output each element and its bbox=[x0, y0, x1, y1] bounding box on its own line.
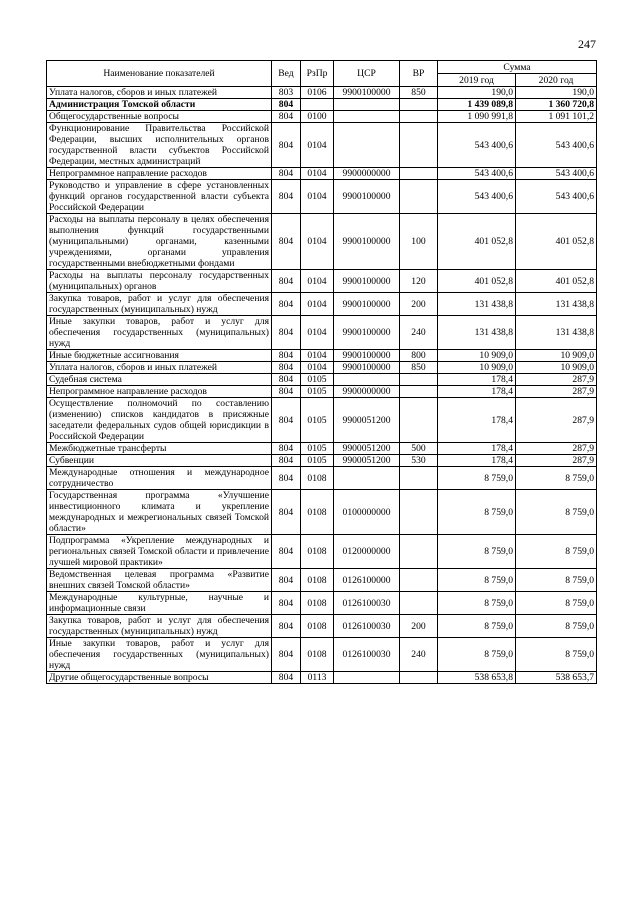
cell-name: Общегосударственные вопросы bbox=[47, 111, 272, 123]
cell-vr: 850 bbox=[400, 87, 438, 99]
col-header-2019: 2019 год bbox=[438, 74, 516, 87]
cell-name: Уплата налогов, сборов и иных платежей bbox=[47, 87, 272, 99]
cell-2019: 1 439 089,8 bbox=[438, 99, 516, 111]
cell-2019: 131 438,8 bbox=[438, 293, 516, 316]
page-number: 247 bbox=[578, 37, 596, 51]
cell-ved: 804 bbox=[272, 168, 301, 180]
cell-rzpr: 0105 bbox=[301, 398, 334, 443]
cell-rzpr: 0113 bbox=[301, 672, 334, 684]
col-header-vr: ВР bbox=[400, 61, 438, 87]
cell-name: Осуществление полномочий по составлению (изменению) списков кандидатов в присяжные заседатели федеральных судов общей юрисдикции в Российской Федерации bbox=[47, 398, 272, 443]
cell-2019: 401 052,8 bbox=[438, 270, 516, 293]
cell-2020: 287,9 bbox=[516, 455, 597, 467]
cell-2019: 8 759,0 bbox=[438, 592, 516, 615]
table-row bbox=[47, 293, 597, 316]
cell-vr: 100 bbox=[400, 214, 438, 270]
cell-rzpr: 0104 bbox=[301, 180, 334, 214]
cell-rzpr: 0105 bbox=[301, 386, 334, 398]
cell-2019: 178,4 bbox=[438, 455, 516, 467]
cell-vr: 120 bbox=[400, 270, 438, 293]
cell-name: Непрограммное направление расходов bbox=[47, 168, 272, 180]
cell-ved: 804 bbox=[272, 672, 301, 684]
table-row bbox=[47, 490, 597, 535]
cell-vr: 240 bbox=[400, 638, 438, 672]
table-row bbox=[47, 316, 597, 350]
cell-2019: 8 759,0 bbox=[438, 535, 516, 569]
cell-ved: 804 bbox=[272, 569, 301, 592]
cell-vr: 800 bbox=[400, 350, 438, 362]
cell-2019: 8 759,0 bbox=[438, 638, 516, 672]
cell-name: Субвенции bbox=[47, 455, 272, 467]
cell-2020: 8 759,0 bbox=[516, 490, 597, 535]
cell-2020: 131 438,8 bbox=[516, 316, 597, 350]
cell-rzpr: 0100 bbox=[301, 111, 334, 123]
cell-vr bbox=[400, 99, 438, 111]
cell-rzpr: 0104 bbox=[301, 214, 334, 270]
cell-name: Закупка товаров, работ и услуг для обеспечения государственных (муниципальных) нужд bbox=[47, 293, 272, 316]
col-header-rzpr: РзПр bbox=[301, 61, 334, 87]
cell-name: Иные бюджетные ассигнования bbox=[47, 350, 272, 362]
cell-2020: 287,9 bbox=[516, 386, 597, 398]
cell-2019: 8 759,0 bbox=[438, 467, 516, 490]
cell-ved: 804 bbox=[272, 214, 301, 270]
cell-vr bbox=[400, 123, 438, 168]
cell-2020: 287,9 bbox=[516, 398, 597, 443]
cell-ved: 804 bbox=[272, 374, 301, 386]
cell-vr bbox=[400, 592, 438, 615]
table-row bbox=[47, 374, 597, 386]
cell-rzpr: 0104 bbox=[301, 293, 334, 316]
cell-csr bbox=[334, 99, 400, 111]
cell-csr: 9900100000 bbox=[334, 87, 400, 99]
cell-vr bbox=[400, 569, 438, 592]
table-row bbox=[47, 123, 597, 168]
cell-name: Иные закупки товаров, работ и услуг для обеспечения государственных (муниципальных) нужд bbox=[47, 316, 272, 350]
cell-rzpr: 0105 bbox=[301, 443, 334, 455]
cell-rzpr: 0105 bbox=[301, 374, 334, 386]
table-row bbox=[47, 386, 597, 398]
cell-ved: 804 bbox=[272, 443, 301, 455]
cell-name: Межбюджетные трансферты bbox=[47, 443, 272, 455]
cell-csr: 9900051200 bbox=[334, 455, 400, 467]
table-row bbox=[47, 270, 597, 293]
cell-csr: 9900051200 bbox=[334, 398, 400, 443]
cell-name: Государственная программа «Улучшение инвестиционного климата и укрепление международных и межрегиональных связей Томской области» bbox=[47, 490, 272, 535]
cell-2019: 178,4 bbox=[438, 374, 516, 386]
cell-2019: 178,4 bbox=[438, 386, 516, 398]
cell-2020: 8 759,0 bbox=[516, 615, 597, 638]
cell-csr: 0126100030 bbox=[334, 615, 400, 638]
cell-ved: 804 bbox=[272, 490, 301, 535]
cell-2020: 287,9 bbox=[516, 374, 597, 386]
cell-csr bbox=[334, 111, 400, 123]
cell-csr: 0126100030 bbox=[334, 638, 400, 672]
cell-ved: 804 bbox=[272, 467, 301, 490]
cell-csr: 9900000000 bbox=[334, 386, 400, 398]
cell-2020: 8 759,0 bbox=[516, 467, 597, 490]
cell-vr: 200 bbox=[400, 293, 438, 316]
cell-2019: 543 400,6 bbox=[438, 123, 516, 168]
table-row bbox=[47, 111, 597, 123]
cell-ved: 804 bbox=[272, 270, 301, 293]
cell-rzpr: 0104 bbox=[301, 316, 334, 350]
cell-rzpr: 0108 bbox=[301, 490, 334, 535]
cell-2020: 1 360 720,8 bbox=[516, 99, 597, 111]
table-row bbox=[47, 615, 597, 638]
table-row bbox=[47, 443, 597, 455]
cell-ved: 804 bbox=[272, 592, 301, 615]
table-body bbox=[47, 87, 597, 684]
cell-csr: 0126100030 bbox=[334, 592, 400, 615]
cell-2020: 538 653,7 bbox=[516, 672, 597, 684]
cell-vr: 850 bbox=[400, 362, 438, 374]
cell-rzpr: 0104 bbox=[301, 362, 334, 374]
table-row bbox=[47, 87, 597, 99]
cell-name: Расходы на выплаты персоналу в целях обеспечения выполнения функций государственными (муниципальными) органами, казенными учреждениями, органами управления государственными внебюджетными фондами bbox=[47, 214, 272, 270]
cell-csr: 0100000000 bbox=[334, 490, 400, 535]
cell-2020: 8 759,0 bbox=[516, 535, 597, 569]
cell-csr: 9900100000 bbox=[334, 214, 400, 270]
cell-2020: 543 400,6 bbox=[516, 180, 597, 214]
cell-name: Закупка товаров, работ и услуг для обеспечения государственных (муниципальных) нужд bbox=[47, 615, 272, 638]
cell-vr bbox=[400, 398, 438, 443]
table-row bbox=[47, 398, 597, 443]
cell-name: Подпрограмма «Укрепление международных и региональных связей Томской области и привлечение лучшей мировой практики» bbox=[47, 535, 272, 569]
cell-csr: 9900100000 bbox=[334, 293, 400, 316]
table-row bbox=[47, 214, 597, 270]
cell-2019: 178,4 bbox=[438, 398, 516, 443]
cell-ved: 804 bbox=[272, 362, 301, 374]
cell-csr: 9900100000 bbox=[334, 350, 400, 362]
cell-2019: 543 400,6 bbox=[438, 180, 516, 214]
cell-name: Администрация Томской области bbox=[47, 99, 272, 111]
table-row bbox=[47, 99, 597, 111]
cell-2019: 8 759,0 bbox=[438, 615, 516, 638]
cell-2020: 190,0 bbox=[516, 87, 597, 99]
cell-2020: 10 909,0 bbox=[516, 350, 597, 362]
cell-csr: 9900100000 bbox=[334, 362, 400, 374]
cell-vr bbox=[400, 672, 438, 684]
cell-ved: 804 bbox=[272, 386, 301, 398]
col-header-name: Наименование показателей bbox=[47, 61, 272, 87]
cell-csr bbox=[334, 123, 400, 168]
cell-2020: 287,9 bbox=[516, 443, 597, 455]
cell-2020: 543 400,6 bbox=[516, 168, 597, 180]
cell-rzpr: 0104 bbox=[301, 270, 334, 293]
cell-name: Другие общегосударственные вопросы bbox=[47, 672, 272, 684]
table-header bbox=[47, 61, 597, 87]
cell-2020: 8 759,0 bbox=[516, 592, 597, 615]
table-row bbox=[47, 672, 597, 684]
cell-csr bbox=[334, 467, 400, 490]
cell-2019: 178,4 bbox=[438, 443, 516, 455]
cell-vr bbox=[400, 180, 438, 214]
cell-ved: 804 bbox=[272, 123, 301, 168]
table-row bbox=[47, 455, 597, 467]
cell-csr bbox=[334, 672, 400, 684]
cell-vr bbox=[400, 374, 438, 386]
cell-name: Судебная система bbox=[47, 374, 272, 386]
cell-rzpr: 0108 bbox=[301, 592, 334, 615]
cell-vr: 200 bbox=[400, 615, 438, 638]
table-row bbox=[47, 467, 597, 490]
cell-2020: 10 909,0 bbox=[516, 362, 597, 374]
cell-ved: 804 bbox=[272, 350, 301, 362]
cell-name: Непрограммное направление расходов bbox=[47, 386, 272, 398]
cell-ved: 804 bbox=[272, 615, 301, 638]
cell-2019: 190,0 bbox=[438, 87, 516, 99]
cell-ved: 804 bbox=[272, 293, 301, 316]
cell-rzpr: 0108 bbox=[301, 615, 334, 638]
cell-vr bbox=[400, 467, 438, 490]
cell-ved: 804 bbox=[272, 535, 301, 569]
cell-rzpr bbox=[301, 99, 334, 111]
cell-rzpr: 0108 bbox=[301, 638, 334, 672]
cell-2019: 8 759,0 bbox=[438, 490, 516, 535]
cell-2020: 131 438,8 bbox=[516, 293, 597, 316]
cell-rzpr: 0108 bbox=[301, 467, 334, 490]
cell-vr bbox=[400, 490, 438, 535]
cell-2019: 8 759,0 bbox=[438, 569, 516, 592]
cell-name: Иные закупки товаров, работ и услуг для обеспечения государственных (муниципальных) нужд bbox=[47, 638, 272, 672]
table-row bbox=[47, 350, 597, 362]
cell-ved: 804 bbox=[272, 180, 301, 214]
table-row bbox=[47, 180, 597, 214]
cell-vr: 530 bbox=[400, 455, 438, 467]
cell-csr: 9900100000 bbox=[334, 316, 400, 350]
cell-2020: 1 091 101,2 bbox=[516, 111, 597, 123]
cell-2020: 401 052,8 bbox=[516, 270, 597, 293]
cell-vr: 240 bbox=[400, 316, 438, 350]
cell-name: Международные отношения и международное сотрудничество bbox=[47, 467, 272, 490]
cell-2019: 10 909,0 bbox=[438, 362, 516, 374]
table-row bbox=[47, 535, 597, 569]
cell-2019: 1 090 991,8 bbox=[438, 111, 516, 123]
cell-ved: 804 bbox=[272, 316, 301, 350]
col-header-2020: 2020 год bbox=[516, 74, 597, 87]
table-row bbox=[47, 569, 597, 592]
cell-name: Расходы на выплаты персоналу государственных (муниципальных) органов bbox=[47, 270, 272, 293]
cell-rzpr: 0106 bbox=[301, 87, 334, 99]
cell-csr: 9900100000 bbox=[334, 180, 400, 214]
cell-rzpr: 0104 bbox=[301, 350, 334, 362]
cell-2019: 131 438,8 bbox=[438, 316, 516, 350]
cell-rzpr: 0104 bbox=[301, 123, 334, 168]
cell-rzpr: 0104 bbox=[301, 168, 334, 180]
cell-name: Функционирование Правительства Российской Федерации, высших исполнительных органов государственной власти субъектов Российской Федерации, местных администраций bbox=[47, 123, 272, 168]
table-row bbox=[47, 592, 597, 615]
cell-name: Уплата налогов, сборов и иных платежей bbox=[47, 362, 272, 374]
col-header-csr: ЦСР bbox=[334, 61, 400, 87]
cell-ved: 804 bbox=[272, 111, 301, 123]
cell-2019: 543 400,6 bbox=[438, 168, 516, 180]
cell-name: Международные культурные, научные и информационные связи bbox=[47, 592, 272, 615]
cell-ved: 803 bbox=[272, 87, 301, 99]
table-row bbox=[47, 362, 597, 374]
cell-vr bbox=[400, 168, 438, 180]
cell-name: Руководство и управление в сфере установленных функций органов государственной власти субъекта Российской Федерации bbox=[47, 180, 272, 214]
cell-vr: 500 bbox=[400, 443, 438, 455]
col-header-sum: Сумма bbox=[438, 61, 597, 74]
cell-ved: 804 bbox=[272, 455, 301, 467]
cell-name: Ведомственная целевая программа «Развитие внешних связей Томской области» bbox=[47, 569, 272, 592]
cell-vr bbox=[400, 386, 438, 398]
table-row bbox=[47, 638, 597, 672]
table-row bbox=[47, 168, 597, 180]
budget-table bbox=[46, 60, 597, 684]
cell-csr: 0126100000 bbox=[334, 569, 400, 592]
cell-csr: 0120000000 bbox=[334, 535, 400, 569]
cell-rzpr: 0108 bbox=[301, 535, 334, 569]
cell-csr: 9900100000 bbox=[334, 270, 400, 293]
cell-csr: 9900000000 bbox=[334, 168, 400, 180]
cell-2020: 8 759,0 bbox=[516, 638, 597, 672]
cell-2019: 10 909,0 bbox=[438, 350, 516, 362]
cell-2019: 538 653,8 bbox=[438, 672, 516, 684]
cell-csr bbox=[334, 374, 400, 386]
cell-ved: 804 bbox=[272, 99, 301, 111]
col-header-ved: Вед bbox=[272, 61, 301, 87]
cell-rzpr: 0105 bbox=[301, 455, 334, 467]
cell-ved: 804 bbox=[272, 398, 301, 443]
cell-vr bbox=[400, 111, 438, 123]
cell-2019: 401 052,8 bbox=[438, 214, 516, 270]
cell-2020: 8 759,0 bbox=[516, 569, 597, 592]
cell-vr bbox=[400, 535, 438, 569]
cell-csr: 9900051200 bbox=[334, 443, 400, 455]
cell-rzpr: 0108 bbox=[301, 569, 334, 592]
cell-2020: 401 052,8 bbox=[516, 214, 597, 270]
cell-ved: 804 bbox=[272, 638, 301, 672]
cell-2020: 543 400,6 bbox=[516, 123, 597, 168]
